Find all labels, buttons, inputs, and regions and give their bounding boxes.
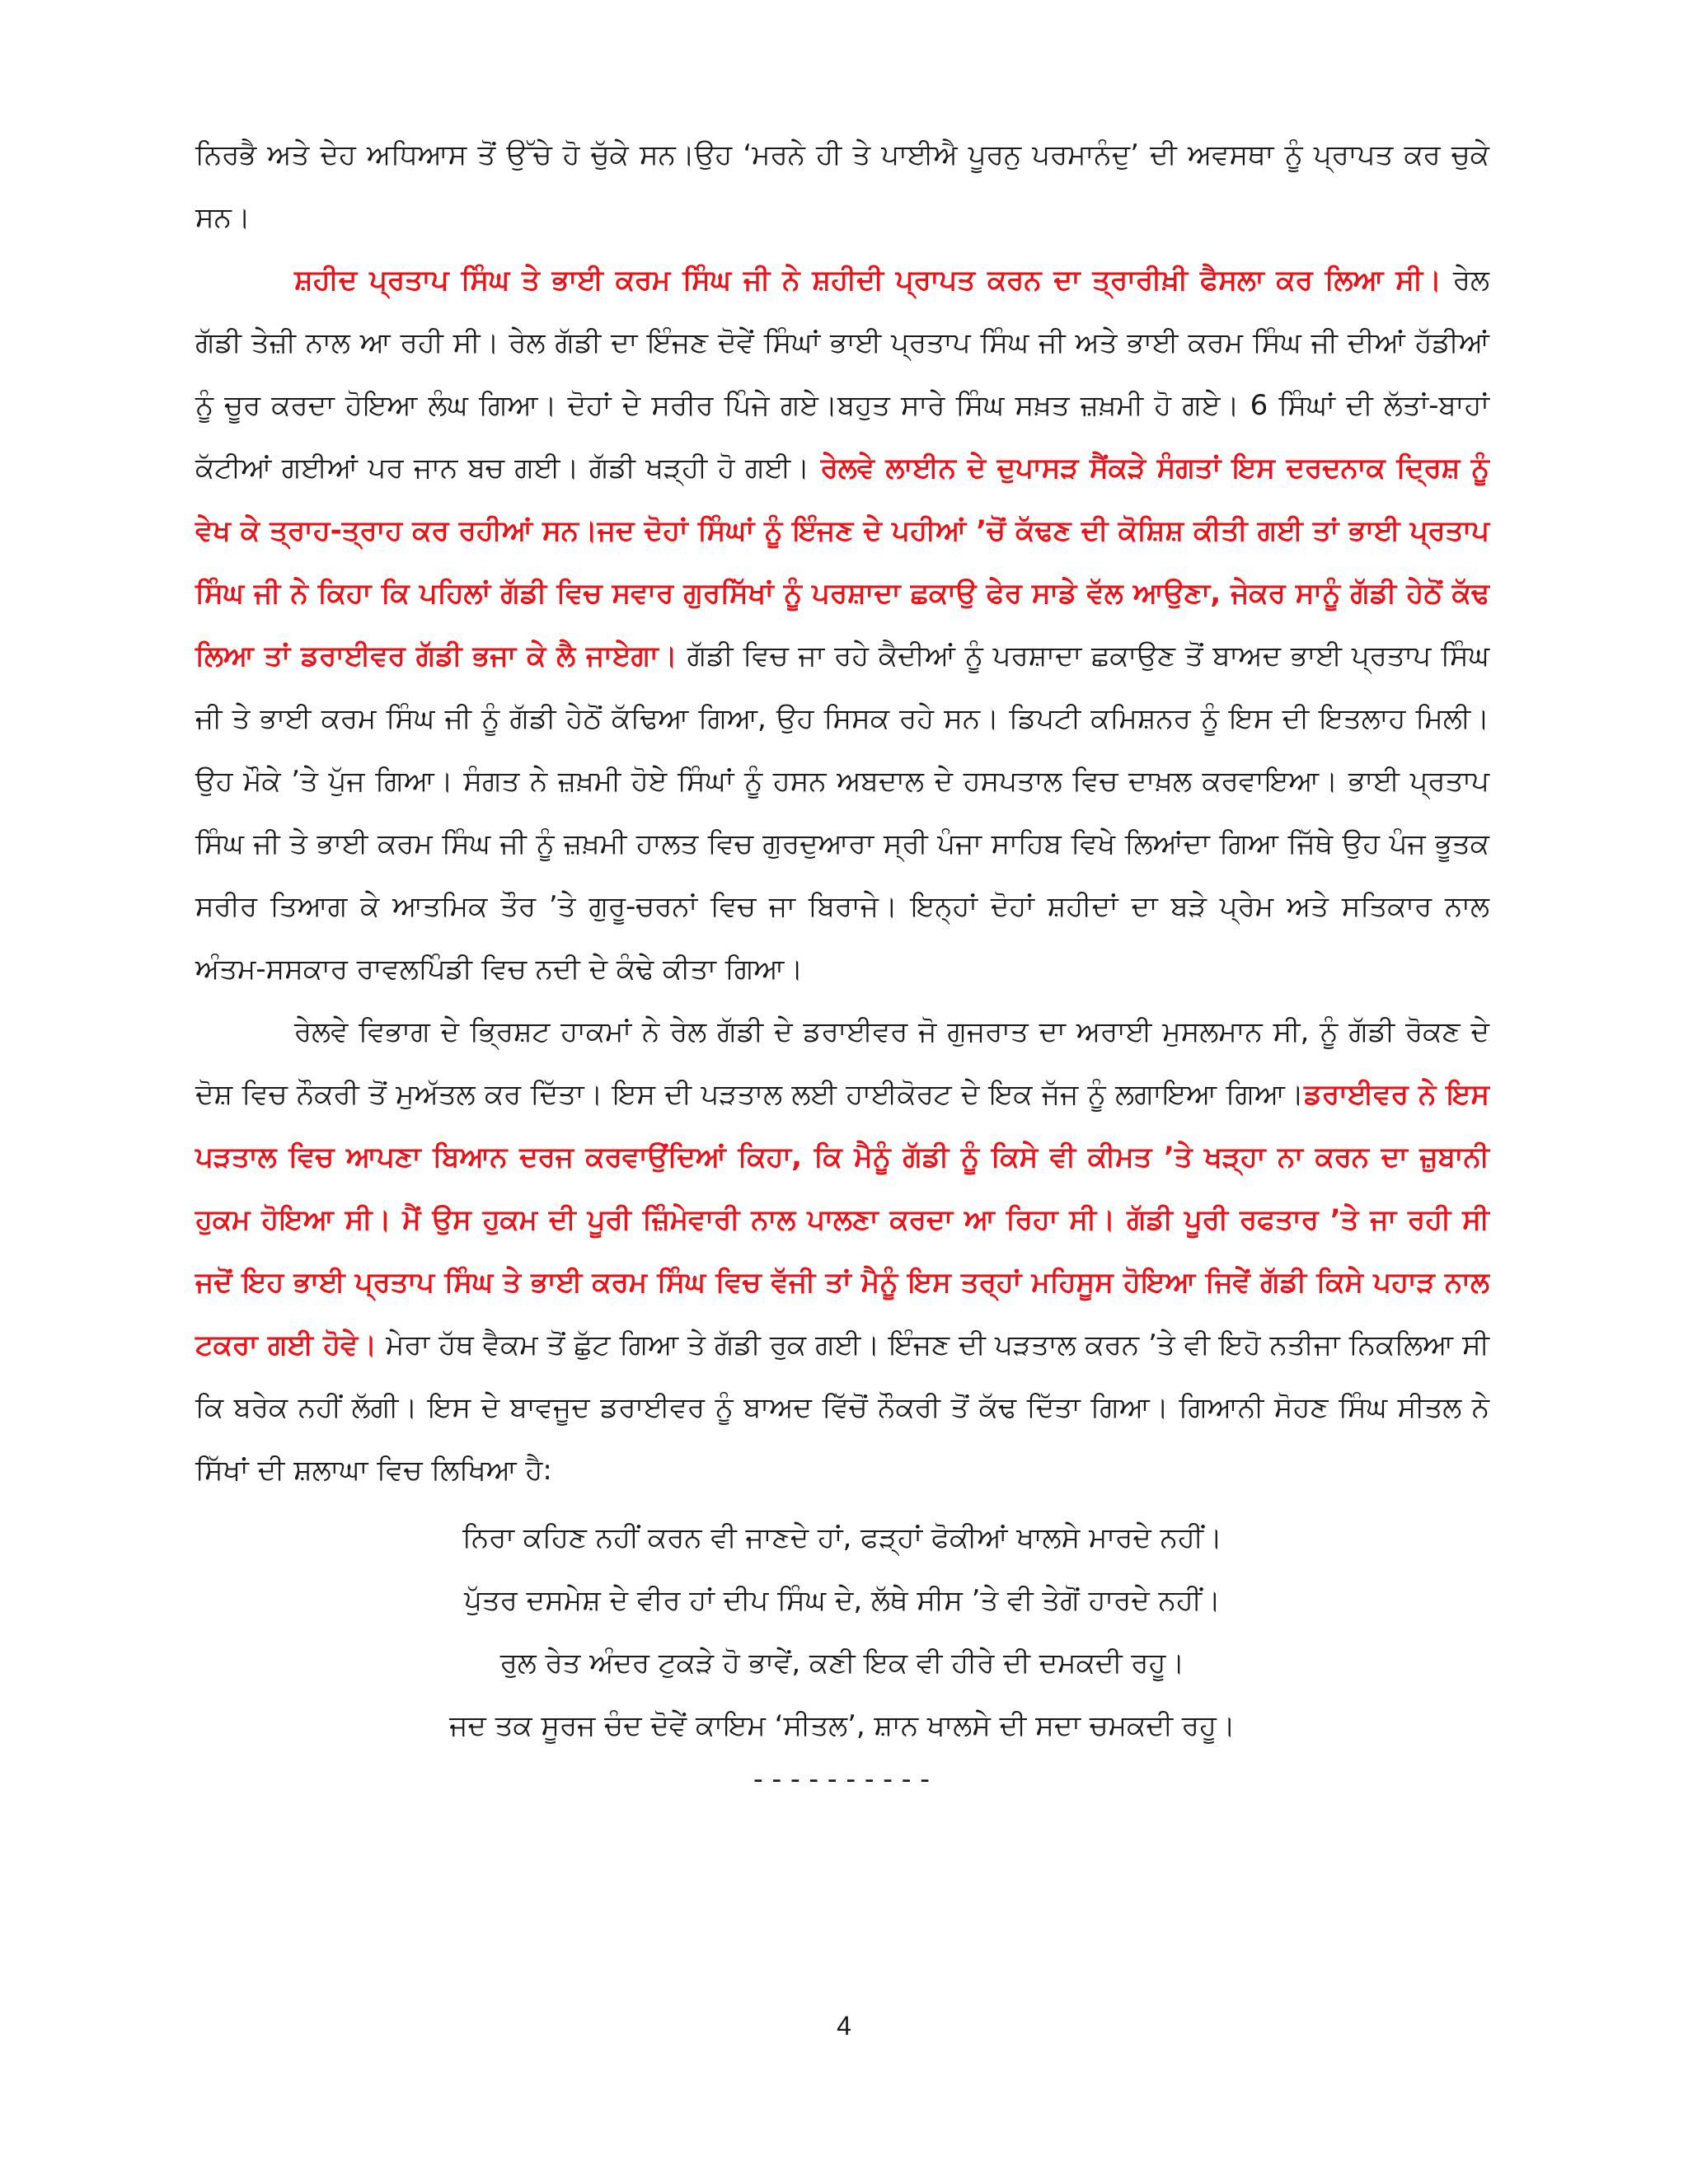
section-separator: ----------: [749, 1763, 935, 1796]
paragraph-3-text-1: ਰੇਲਵੇ ਵਿਭਾਗ ਦੇ ਭ੍ਰਿਸ਼ਟ ਹਾਕਮਾਂ ਨੇ ਰੇਲ ਗੱਡੀ ਦੇ ਡਰਾਈਵਰ ਜੋ ਗੁਜਰਾਤ ਦਾ ਅਰਾਈ ਮੁਸਲਮਾਨ ਸੀ, ਨੂੰ ਗੱਡੀ ਰੋਕਣ ਦੇ ਦੋਸ਼ ਵਿਚ ਨੌਕਰੀ ਤੋਂ ਮੁਅੱਤਲ ਕਰ ਦਿੱਤਾ। ਇਸ ਦੀ ਪੜਤਾਲ ਲਈ ਹਾਈਕੋਰਟ ਦੇ ਇਕ ਜੱਜ ਨੂੰ ਲਗਾਇਆ ਗਿਆ।: [195, 1015, 1489, 1111]
paragraph-3-text-2: ਮੇਰਾ ਹੱਥ ਵੈਕਮ ਤੋਂ ਛੁੱਟ ਗਿਆ ਤੇ ਗੱਡੀ ਰੁਕ ਗਈ। ਇੰਜਣ ਦੀ ਪੜਤਾਲ ਕਰਨ ’ਤੇ ਵੀ ਇਹੋ ਨਤੀਜਾ ਨਿਕਲਿਆ ਸੀ ਕਿ ਬਰੇਕ ਨਹੀਂ ਲੱਗੀ। ਇਸ ਦੇ ਬਾਵਜੂਦ ਡਰਾਈਵਰ ਨੂੰ ਬਾਅਦ ਵਿੱਚੋਂ ਨੌਕਰੀ ਤੋਂ ਕੱਢ ਦਿੱਤਾ ਗਿਆ। ਗਿਆਨੀ ਸੋਹਣ ਸਿੰਘ ਸੀਤਲ ਨੇ ਸਿੱਖਾਂ ਦੀ ਸ਼ਲਾਘਾ ਵਿਚ ਲਿਖਿਆ ਹੈ:: [195, 1329, 1489, 1487]
paragraph-2: [195, 249, 1489, 1001]
poem-line-4: ਜਦ ਤਕ ਸੂਰਜ ਚੰਦ ਦੋਵੇਂ ਕਾਇਮ ‘ਸੀਤਲ’, ਸ਼ਾਨ ਖਾਲਸੇ ਦੀ ਸਦਾ ਚਮਕਦੀ ਰਹੂ।: [449, 1709, 1236, 1742]
paragraph-1-text: ਨਿਰਭੈ ਅਤੇ ਦੇਹ ਅਧਿਆਸ ਤੋਂ ਉੱਚੇ ਹੋ ਚੁੱਕੇ ਸਨ।ਉਹ ‘ਮਰਨੇ ਹੀ ਤੇ ਪਾਈਐ ਪੂਰਨੁ ਪਰਮਾਨੰਦੁ’ ਦੀ ਅਵਸਥਾ ਨੂੰ ਪ੍ਰਾਪਤ ਕਰ ਚੁਕੇ ਸਨ।: [195, 138, 1489, 234]
poem-line-1: ਨਿਰਾ ਕਹਿਣ ਨਹੀਂ ਕਰਨ ਵੀ ਜਾਣਦੇ ਹਾਂ, ਫੜ੍ਹਾਂ ਫੋਕੀਆਂ ਖਾਲਸੇ ਮਾਰਦੇ ਨਹੀਂ।: [462, 1521, 1222, 1554]
paragraph-2-text-2: ਗੱਡੀ ਵਿਚ ਜਾ ਰਹੇ ਕੈਦੀਆਂ ਨੂੰ ਪਰਸ਼ਾਦਾ ਛਕਾਉਣ ਤੋਂ ਬਾਅਦ ਭਾਈ ਪ੍ਰਤਾਪ ਸਿੰਘ ਜੀ ਤੇ ਭਾਈ ਕਰਮ ਸਿੰਘ ਜੀ ਨੂੰ ਗੱਡੀ ਹੇਠੋਂ ਕੱਢਿਆ ਗਿਆ, ਉਹ ਸਿਸਕ ਰਹੇ ਸਨ। ਡਿਪਟੀ ਕਮਿਸ਼ਨਰ ਨੂੰ ਇਸ ਦੀ ਇਤਲਾਹ ਮਿਲੀ। ਉਹ ਮੌਕੇ ’ਤੇ ਪੁੱਜ ਗਿਆ। ਸੰਗਤ ਨੇ ਜ਼ਖ਼ਮੀ ਹੋਏ ਸਿੰਘਾਂ ਨੂੰ ਹਸਨ ਅਬਦਾਲ ਦੇ ਹਸਪਤਾਲ ਵਿਚ ਦਾਖ਼ਲ ਕਰਵਾਇਆ। ਭਾਈ ਪ੍ਰਤਾਪ ਸਿੰਘ ਜੀ ਤੇ ਭਾਈ ਕਰਮ ਸਿੰਘ ਜੀ ਨੂੰ ਜ਼ਖ਼ਮੀ ਹਾਲਤ ਵਿਚ ਗੁਰਦੁਆਰਾ ਸ੍ਰੀ ਪੰਜਾ ਸਾਹਿਬ ਵਿਖੇ ਲਿਆਂਦਾ ਗਿਆ ਜਿੱਥੇ ਉਹ ਪੰਜ ਭੂਤਕ ਸਰੀਰ ਤਿਆਗ ਕੇ ਆਤਮਿਕ ਤੌਰ ’ਤੇ ਗੁਰੂ-ਚਰਨਾਂ ਵਿਚ ਜਾ ਬਿਰਾਜੇ। ਇਨ੍ਹਾਂ ਦੋਹਾਂ ਸ਼ਹੀਦਾਂ ਦਾ ਬੜੇ ਪ੍ਰੇਮ ਅਤੇ ਸਤਿਕਾਰ ਨਾਲ ਅੰਤਮ-ਸਸਕਾਰ ਰਾਵਲਪਿੰਡੀ ਵਿਚ ਨਦੀ ਦੇ ਕੰਢੇ ਕੀਤਾ ਗਿਆ।: [195, 640, 1489, 986]
paragraph-2-highlight-1: ਸ਼ਹੀਦ ਪ੍ਰਤਾਪ ਸਿੰਘ ਤੇ ਭਾਈ ਕਰਮ ਸਿੰਘ ਜੀ ਨੇ ਸ਼ਹੀਦੀ ਪ੍ਰਾਪਤ ਕਰਨ ਦਾ ਤ੍ਰਾਰੀਖ਼ੀ ਫੈਸਲਾ ਕਰ ਲਿਆ ਸੀ।: [294, 264, 1442, 297]
poem-line-3: ਰੁਲ ਰੇਤ ਅੰਦਰ ਟੁਕੜੇ ਹੋ ਭਾਵੇਂ, ਕਣੀ ਇਕ ਵੀ ਹੀਰੇ ਦੀ ਦਮਕਦੀ ਰਹੂ।: [499, 1647, 1185, 1680]
paragraph-2-text-1: ਰੇਲ ਗੱਡੀ ਤੇਜ਼ੀ ਨਾਲ ਆ ਰਹੀ ਸੀ। ਰੇਲ ਗੱਡੀ ਦਾ ਇੰਜਣ ਦੋਵੇਂ ਸਿੰਘਾਂ ਭਾਈ ਪ੍ਰਤਾਪ ਸਿੰਘ ਜੀ ਅਤੇ ਭਾਈ ਕਰਮ ਸਿੰਘ ਜੀ ਦੀਆਂ ਹੱਡੀਆਂ ਨੂੰ ਚੂਰ ਕਰਦਾ ਹੋਇਆ ਲੰਘ ਗਿਆ। ਦੋਹਾਂ ਦੇ ਸਰੀਰ ਪਿੰਜੇ ਗਏ।ਬਹੁਤ ਸਾਰੇ ਸਿੰਘ ਸਖ਼ਤ ਜ਼ਖ਼ਮੀ ਹੋ ਗਏ। 6 ਸਿੰਘਾਂ ਦੀ ਲੱਤਾਂ-ਬਾਹਾਂ ਕੱਟੀਆਂ ਗਈਆਂ ਪਰ ਜਾਨ ਬਚ ਗਈ। ਗੱਡੀ ਖੜ੍ਹੀ ਹੋ ਗਈ।: [195, 264, 1489, 485]
page-number: 4: [837, 2011, 851, 2041]
poem-block: [195, 1507, 1489, 1757]
paragraph-3: [195, 1001, 1489, 1502]
poem-line-2: ਪੁੱਤਰ ਦਸਮੇਸ਼ ਦੇ ਵੀਰ ਹਾਂ ਦੀਪ ਸਿੰਘ ਦੇ, ਲੱਥੇ ਸੀਸ ’ਤੇ ਵੀ ਤੇਗੋਂ ਹਾਰਦੇ ਨਹੀਂ।: [464, 1584, 1221, 1617]
paragraph-2-highlight-2: ਰੇਲਵੇ ਲਾਈਨ ਦੇ ਦੁਪਾਸੜ ਸੈਂਕੜੇ ਸੰਗਤਾਂ ਇਸ ਦਰਦਨਾਕ ਦ੍ਰਿਸ਼ ਨੂੰ ਵੇਖ ਕੇ ਤ੍ਰਾਹ-ਤ੍ਰਾਹ ਕਰ ਰਹੀਆਂ ਸਨ।ਜਦ ਦੋਹਾਂ ਸਿੰਘਾਂ ਨੂੰ ਇੰਜਣ ਦੇ ਪਹੀਆਂ ’ਚੋਂ ਕੱਢਣ ਦੀ ਕੋਸ਼ਿਸ਼ ਕੀਤੀ ਗਈ ਤਾਂ ਭਾਈ ਪ੍ਰਤਾਪ ਸਿੰਘ ਜੀ ਨੇ ਕਿਹਾ ਕਿ ਪਹਿਲਾਂ ਗੱਡੀ ਵਿਚ ਸਵਾਰ ਗੁਰਸਿੱਖਾਂ ਨੂੰ ਪਰਸ਼ਾਦਾ ਛਕਾਉ ਫੇਰ ਸਾਡੇ ਵੱਲ ਆਉਣਾ, ਜੇਕਰ ਸਾਨੂੰ ਗੱਡੀ ਹੇਠੋਂ ਕੱਢ ਲਿਆ ਤਾਂ ਡਰਾਈਵਰ ਗੱਡੀ ਭਜਾ ਕੇ ਲੈ ਜਾਏਗਾ।: [195, 452, 1489, 673]
paragraph-3-highlight: ਡਰਾਈਵਰ ਨੇ ਇਸ ਪੜਤਾਲ ਵਿਚ ਆਪਣਾ ਬਿਆਨ ਦਰਜ ਕਰਵਾਉਂਦਿਆਂ ਕਿਹਾ, ਕਿ ਮੈਨੂੰ ਗੱਡੀ ਨੂੰ ਕਿਸੇ ਵੀ ਕੀਮਤ ’ਤੇ ਖੜ੍ਹਾ ਨਾ ਕਰਨ ਦਾ ਜ਼ੁਬਾਨੀ ਹੁਕਮ ਹੋਇਆ ਸੀ। ਮੈਂ ਉਸ ਹੁਕਮ ਦੀ ਪੂਰੀ ਜ਼ਿੰਮੇਵਾਰੀ ਨਾਲ ਪਾਲਣਾ ਕਰਦਾ ਆ ਰਿਹਾ ਸੀ। ਗੱਡੀ ਪੂਰੀ ਰਫਤਾਰ ’ਤੇ ਜਾ ਰਹੀ ਸੀ ਜਦੋਂ ਇਹ ਭਾਈ ਪ੍ਰਤਾਪ ਸਿੰਘ ਤੇ ਭਾਈ ਕਰਮ ਸਿੰਘ ਵਿਚ ਵੱਜੀ ਤਾਂ ਮੈਨੂੰ ਇਸ ਤਰ੍ਹਾਂ ਮਹਿਸੂਸ ਹੋਇਆ ਜਿਵੇਂ ਗੱਡੀ ਕਿਸੇ ਪਹਾੜ ਨਾਲ ਟਕਰਾ ਗਈ ਹੋਵੇ।: [195, 1078, 1490, 1361]
document-page: [195, 124, 1489, 1800]
paragraph-1: [195, 124, 1489, 249]
